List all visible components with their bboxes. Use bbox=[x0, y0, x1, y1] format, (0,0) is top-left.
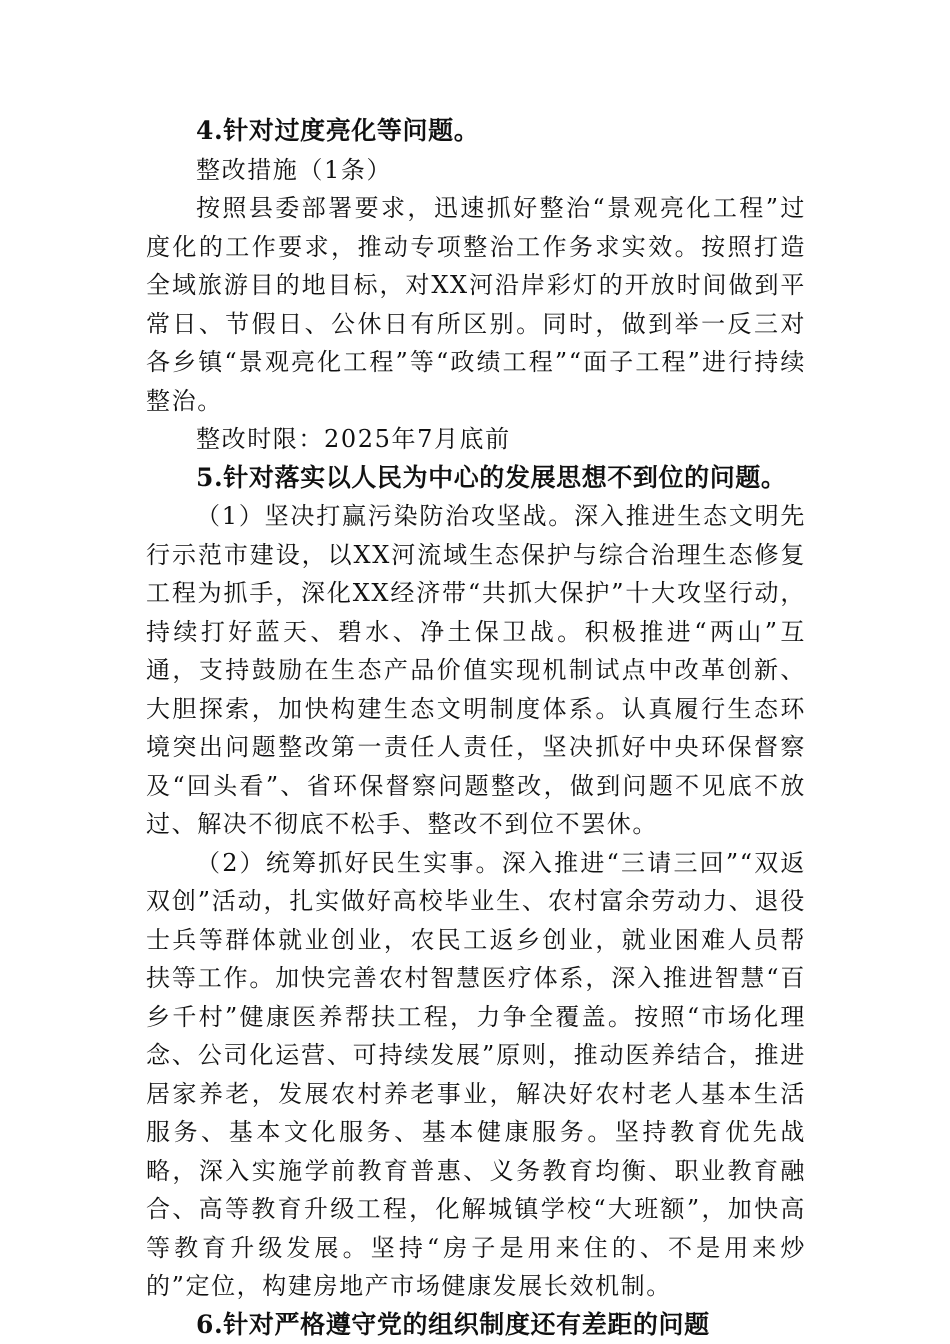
section-4-measures-label: 整改措施（1条） bbox=[196, 155, 393, 184]
section-5-heading: 5.针对落实以人民为中心的发展思想不到位的问题。 bbox=[196, 462, 787, 492]
document-body bbox=[146, 112, 806, 1344]
section-4-deadline: 整改时限：2025年7月底前 bbox=[196, 425, 511, 453]
section-5-item-1: （1）坚决打赢污染防治攻坚战。深入推进生态文明先行示范市建设，以XX河流域生态保护与综合治理生态修复工程为抓手，深化XX经济带“共抓大保护”十大攻坚行动，持续打好蓝天、碧水、净土保卫战。积极推进“两山”互通，支持鼓励在生态产品价值实现机制试点中改革创新、大胆探索，加快构建生态文明制度体系。认真履行生态环境突出问题整改第一责任人责任，坚决抓好中央环保督察及“回头看”、省环保督察问题整改，做到问题不见底不放过、解决不彻底不松手、整改不到位不罢休。 bbox=[146, 502, 806, 838]
section-4-body: 按照县委部署要求，迅速抓好整治“景观亮化工程”过度化的工作要求，推动专项整治工作务求实效。按照打造全域旅游目的地目标，对XX河沿岸彩灯的开放时间做到平常日、节假日、公休日有所区别。同时，做到举一反三对各乡镇“景观亮化工程”等“政绩工程”“面子工程”进行持续整治。 bbox=[146, 194, 806, 415]
section-6-heading: 6.针对严格遵守党的组织制度还有差距的问题 bbox=[196, 1309, 710, 1339]
section-5-item-2: （2）统筹抓好民生实事。深入推进“三请三回”“双返双创”活动，扎实做好高校毕业生、农村富余劳动力、退役士兵等群体就业创业，农民工返乡创业，就业困难人员帮扶等工作。加快完善农村智慧医疗体系，深入推进智慧“百乡千村”健康医养帮扶工程，力争全覆盖。按照“市场化理念、公司化运营、可持续发展”原则，推动医养结合，推进居家养老，发展农村养老事业，解决好农村老人基本生活服务、基本文化服务、基本健康服务。坚持教育优先战略，深入实施学前教育普惠、义务教育均衡、职业教育融合、高等教育升级工程，化解城镇学校“大班额”，加快高等教育升级发展。坚持“房子是用来住的、不是用来炒的”定位，构建房地产市场健康发展长效机制。 bbox=[146, 848, 806, 1300]
section-4-heading: 4.针对过度亮化等问题。 bbox=[196, 116, 480, 145]
